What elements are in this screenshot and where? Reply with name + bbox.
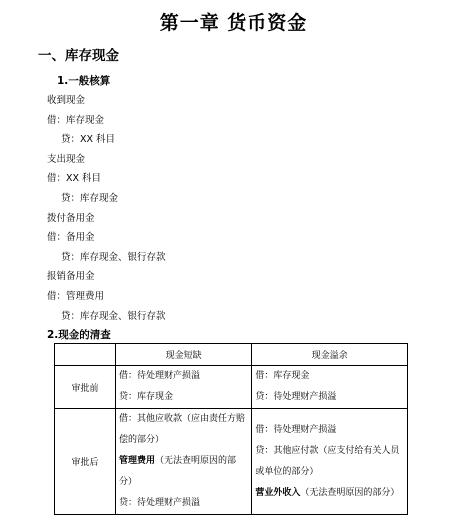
row-label-before: 审批前: [55, 366, 116, 409]
entry-note: （无法查明原因的部分）: [119, 456, 237, 487]
entry-line: 借：待处理财产损溢: [119, 371, 201, 381]
entry-line: [119, 451, 248, 493]
subsection-heading-cash-count: 2.现金的清查: [47, 329, 111, 341]
table-header-shortage: 现金短缺: [116, 344, 252, 366]
journal-entry-line: 借：XX 科目: [47, 173, 102, 185]
account-name-bold: 管理费用: [119, 456, 156, 466]
entry-line: [255, 483, 404, 504]
entry-line: 贷：库存现金: [119, 392, 174, 402]
journal-entry-line: 支出现金: [47, 153, 86, 165]
journal-entry-line: 收到现金: [47, 95, 86, 106]
journal-entry-line: 贷：库存现金、银行存款: [61, 310, 166, 322]
cell-after-shortage: [116, 409, 252, 515]
journal-entry-line: 贷：库存现金: [61, 192, 119, 204]
entry-line: 贷：待处理财产损溢: [119, 498, 201, 508]
account-name-bold: 营业外收入: [255, 487, 301, 498]
table-header-surplus: 现金溢余: [252, 344, 408, 366]
journal-entry-line: 借：备用金: [47, 232, 95, 244]
cell-after-surplus: [252, 409, 408, 515]
entry-line: 贷：其他应付款（应支付给有关人员或单位的部分）: [255, 445, 400, 477]
cell-before-surplus: [252, 366, 408, 409]
journal-entry-line: 借：管理费用: [47, 290, 105, 302]
journal-entry-line: 贷：库存现金、银行存款: [61, 251, 166, 263]
entry-line: 借：其他应收款（应由责任方赔偿的部分）: [119, 414, 246, 445]
subsection-heading-general: 1.一般核算: [57, 75, 111, 87]
chapter-title: 第一章 货币资金: [159, 12, 308, 34]
entry-line: 贷：待处理财产损溢: [255, 392, 337, 402]
journal-entry-list: [47, 91, 166, 326]
journal-entry-line: 贷：XX 科目: [61, 134, 116, 146]
table-row-before-approval: [55, 366, 408, 409]
journal-entry-line: 拨付备用金: [47, 212, 95, 224]
journal-entry-line: 借：库存现金: [47, 114, 105, 126]
cell-before-shortage: [116, 366, 252, 409]
row-label-after: 审批后: [55, 409, 116, 515]
table-header-row: [55, 344, 408, 366]
table-header-corner: [55, 344, 116, 366]
entry-note: （无法查明原因的部分）: [300, 487, 400, 498]
section-heading: 一、库存现金: [38, 48, 119, 64]
journal-entry-line: 报销备用金: [47, 271, 95, 283]
entry-line: 借：库存现金: [255, 371, 310, 381]
entry-line: 借：待处理财产损溢: [255, 424, 337, 435]
table-row-after-approval: [55, 409, 408, 515]
cash-count-table: [54, 343, 408, 515]
